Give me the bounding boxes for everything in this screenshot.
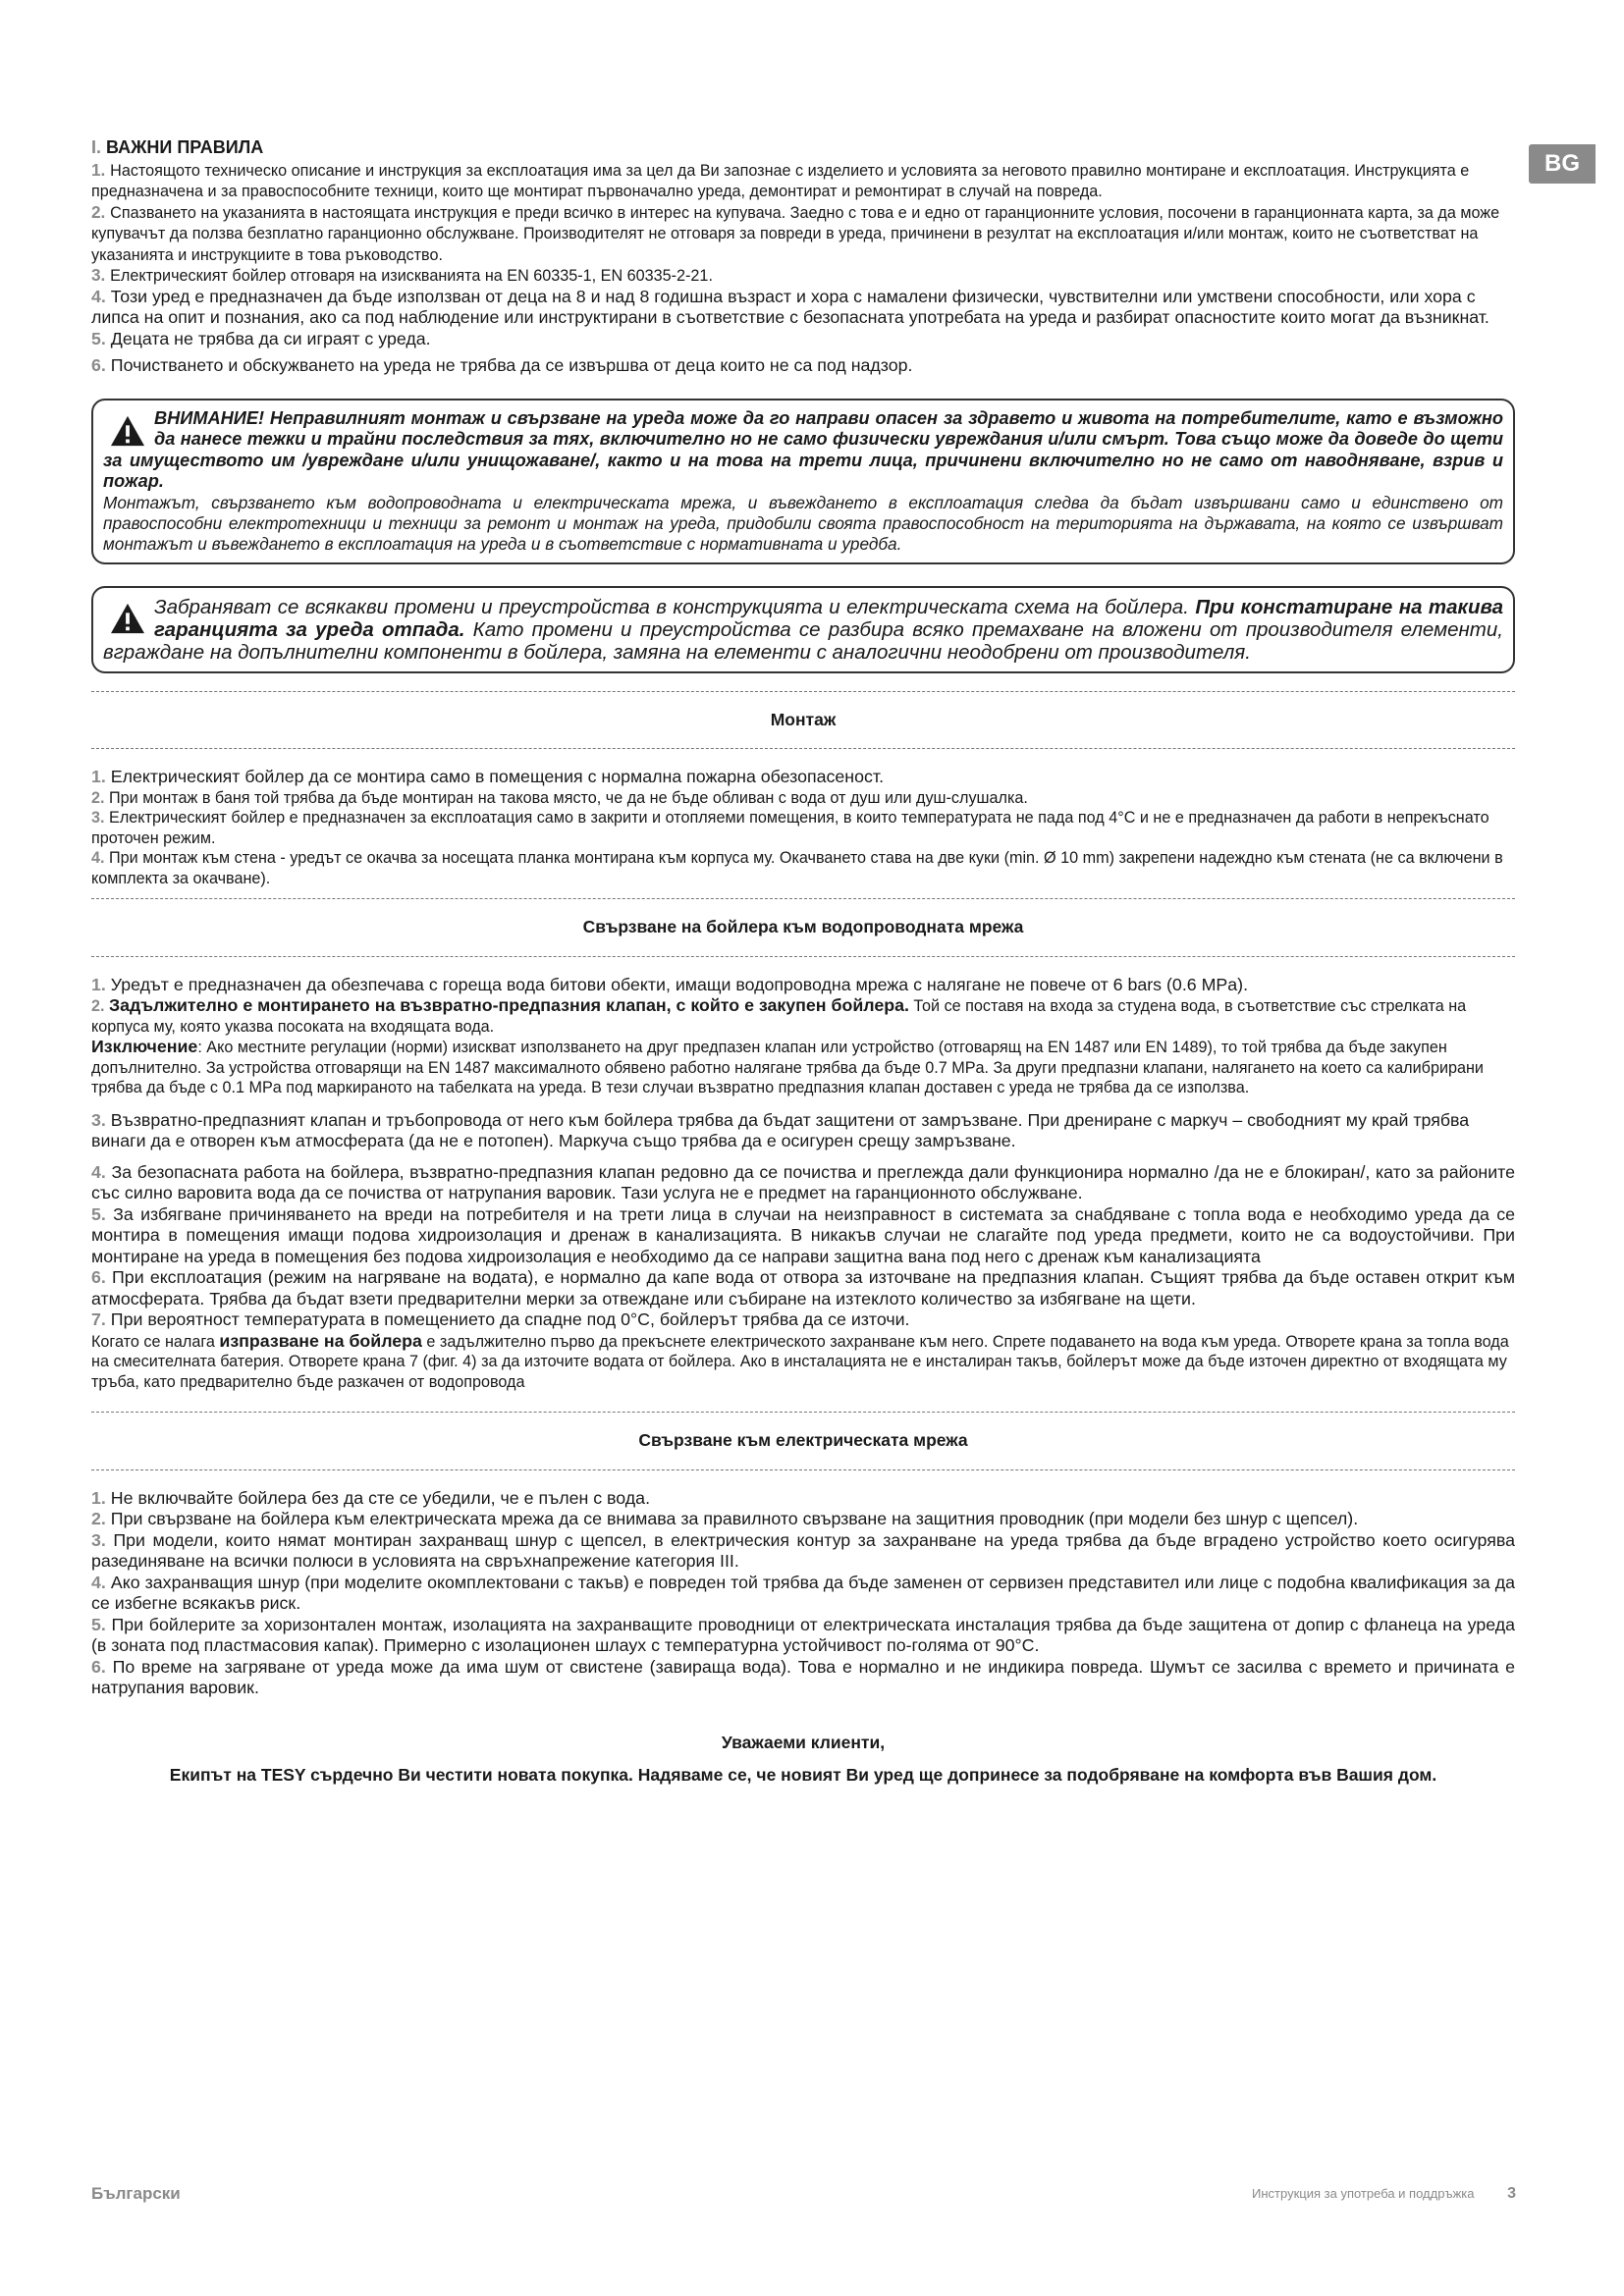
- item-text: За избягване причиняването на вреди на потребителя и на трети лица в случаи на неизправност в системата за снабдяване с топла вода е необходимо уреда да се монтира в помещения имащи подова хидроизолация и дренаж в канализацията. В никакъв случаи не слагайте под уреда предмети, които не са водоустойчиви. При монтиране на уреда в помещения без подова хидроизолация е необходимо да се направи защитна вана под него с дренаж към канализацията: [91, 1203, 1515, 1266]
- item-text: Почистването и обскужването на уреда не трябва да се извършва от деца които не са под надзор.: [110, 355, 913, 375]
- item-number: 7.: [91, 1309, 106, 1329]
- list-item: [91, 1162, 1515, 1204]
- item-number: 6.: [91, 1267, 106, 1287]
- item-number: 2.: [91, 1509, 106, 1528]
- item-text: Спазването на указанията в настоящата инструкция е преди всичко в интерес на купувача. Заедно с това е и едно от гаранционните условия, посочени в гаранционната карта, за да може купувачът да ползва безплатно гаранционно обслужване. Производителят не отговаря за повреди в уреда, причинени в резултат на експлоатация и/или монтаж, които не съответстват на указанията и инструкциите в това ръководство.: [91, 203, 1500, 264]
- item-text: При монтаж към стена - уредът се окачва за носещата планка монтирана към корпуса му. Окачването става на две куки (min. Ø 10 mm) закрепени надеждно към стената (не са включени в комплекта за окачване).: [91, 849, 1503, 887]
- list-item: [91, 1615, 1515, 1657]
- list-item: [91, 1267, 1515, 1309]
- item-number: 3.: [91, 809, 105, 827]
- item-text: При експлоатация (режим на нагряване на водата), е нормално да капе вода от отвора за източване на предпазния клапан. Същият трябва да бъде оставен открит към атмосферата. Трябва да бъдат взети предварителни мерки за отвеждане или събиране на изтеклото количество за избягване на щети.: [91, 1267, 1515, 1308]
- item-number: 5.: [91, 1203, 106, 1224]
- item-text: Настоящото техническо описание и инструкция за експлоатация има за цел да Ви запознае с изделието и условията за неговото правилно монтиране и експлоатация. Инструкцията е предназначена и за правоспособните техници, които ще монтират първоначално уреда, демонтират и ремонтират в случай на повреда.: [91, 161, 1470, 200]
- item-text: При модели, които нямат монтиран захранващ шнур с щепсел, в електрическия контур за захранване на уреда трябва да бъде вградено устройство което осигурява разединяване на всички полюси в условията на свръхнапрежение категория III.: [91, 1529, 1515, 1571]
- item-text: Електрическият бойлер отговаря на изискванията на EN 60335-1, EN 60335-2-21.: [110, 267, 713, 285]
- item-text: Децата не трябва да си играят с уреда.: [110, 328, 431, 348]
- list-item: [91, 848, 1515, 888]
- drain-bold-text: изпразване на бойлера: [219, 1330, 422, 1351]
- item-number: 2.: [91, 788, 105, 807]
- closing-title: Уважаеми клиенти,: [721, 1732, 886, 1752]
- list-item: [91, 1530, 1515, 1573]
- exception-label: Изключение: [91, 1037, 198, 1056]
- item-number: 4.: [91, 1572, 106, 1592]
- warning-box-modifications: [91, 586, 1515, 673]
- subsection-heading-water: Свързване на бойлера към водопроводната мрежа: [582, 917, 1024, 936]
- language-tab: BG: [1529, 144, 1596, 184]
- page-number: 3: [1507, 2185, 1516, 2202]
- item-text: Ако захранващия шнур (при моделите окомплектовани с такъв) е повреден той трябва да бъде заменен от сервизен представител или лице с подобна квалификация за да се избегне всякакъв риск.: [91, 1572, 1515, 1613]
- item-number: 1.: [91, 1487, 106, 1508]
- exception-note: [91, 1037, 1515, 1098]
- item-text: Възвратно-предпазният клапан и тръбопровода от него към бойлера трябва да бъдат защитени от замръзване. При дрениране с маркуч – свободният му край трябва винаги да е отворен към атмосферата (да не е потопен). Маркуча също трябва да е осигурен срещу замръзване.: [91, 1109, 1470, 1150]
- section-number: I.: [91, 137, 102, 157]
- item-text: Той се поставя на входа за студена вода, в съответствие със стрелката на корпуса му, която указва посоката на входящата вода.: [91, 997, 1467, 1036]
- list-item: [91, 329, 1515, 350]
- drain-note: [91, 1331, 1515, 1393]
- item-text: При монтаж в баня той трябва да бъде монтиран на такова място, че да не бъде обливан с вода от душ или душ-слушалка.: [109, 788, 1028, 807]
- item-number: 4.: [91, 286, 106, 306]
- footer-language: Български: [91, 2184, 181, 2203]
- item-number: 4.: [91, 1161, 106, 1182]
- item-number: 2.: [91, 997, 105, 1015]
- item-number: 5.: [91, 328, 106, 348]
- list-item: [91, 1309, 1515, 1331]
- item-text: При вероятност температурата в помещението да спадне под 0°C, бойлерът трябва да се източи.: [110, 1309, 910, 1329]
- list-item: [91, 975, 1515, 996]
- drain-text: е задължително първо да прекъснете електрическото захранване към него. Спрете подаването на вода към уреда. Отворете крана за топла вода на смесителната батерия. Отворете крана 7 (фиг. 4) за да източите водата от бойлера. Ако в инсталацията не е инсталиран такъв, бойлерът може да бъде източен директно от входящата му тръба, като предварително бъде разкачен от водопровода: [91, 1332, 1509, 1391]
- section-title-text: ВАЖНИ ПРАВИЛА: [106, 137, 264, 157]
- warning-bold-text: При констатиране на такива гаранцията за уреда отпада.: [154, 595, 1503, 641]
- subsection-heading-electric: Свързване към електрическата мрежа: [638, 1430, 968, 1450]
- warning-bold-text: ВНИМАНИЕ! Неправилният монтаж и свързване на уреда може да го направи опасен за здравето и живота на потребителите, като е възможно да нанесе тежки и трайни последствия за тях, включително но не само физически увреждания и/или смърт. Това също може да доведе до щети за имуществото им /увреждане и/или унищожаване/, както и на това на трети лица, причинени включително но не само от наводняване, взрив и пожар.: [103, 407, 1503, 491]
- list-item: [91, 767, 1515, 788]
- item-number: 4.: [91, 849, 105, 867]
- list-item: [91, 1657, 1515, 1699]
- warning-text: Като промени и преустройства се разбира всяко премахване на вложени от производителя елементи, вграждане на допълнителни компоненти в бойлера, замяна на елементи с аналогични неодобрени от производителя.: [103, 617, 1503, 664]
- item-number: 1.: [91, 974, 106, 994]
- warning-icon: [109, 602, 146, 635]
- closing-text: Екипът на TESY сърдечно Ви честити новата покупка. Надяваме се, че новият Ви уред ще допринесе за подобряване на комфорта във Вашия дом.: [169, 1765, 1437, 1785]
- item-number: 3.: [91, 1109, 106, 1130]
- item-text: За безопасната работа на бойлера, възвратно-предпазния клапан редовно да се почиства и преглежда дали функционира нормално /да не е блокиран/, като за районите със силно варовита вода да се почиства от натрупания варовик. Тази услуга не е предмет на гаранционното обслужване.: [91, 1161, 1515, 1202]
- item-number: 6.: [91, 355, 106, 375]
- item-number: 5.: [91, 1614, 106, 1634]
- list-item: [91, 808, 1515, 848]
- warning-icon: [109, 414, 146, 448]
- subsection-heading-montage: Монтаж: [770, 709, 837, 729]
- list-item: [91, 287, 1515, 329]
- item-text: При свързване на бойлера към електрическата мрежа да се внимава за правилното свързване на защитния проводник (при модели без шнур с щепсел).: [110, 1509, 1359, 1528]
- water-list: [91, 957, 1515, 1399]
- list-item: [91, 160, 1515, 202]
- warning-text: Монтажът, свързването към водопроводната и електрическата мрежа, и въвеждането в експлоатация следва да бъдат извършвани само и единствено от правоспособни електротехници и техници за ремонт и монтаж на уреда, придобили своята правоспособност на територията на държавата, на която се извършват монтажът и въвеждането в експлоатация на уреда и в съответствие с нормативната и уредба.: [103, 492, 1503, 554]
- item-bold-text: Задължително е монтирането на възвратно-предпазния клапан, с който е закупен бойлера.: [109, 995, 909, 1015]
- item-text: При бойлерите за хоризонтален монтаж, изолацията на захранващите проводници от електрическата инсталация трябва да бъде защитена от допир с фланеца на уреда (в зоната под пластмасовия капак). Примерно с изолационен шлаух с температурна устойчивост по-голяма от 90°C.: [91, 1614, 1515, 1655]
- footer-info: [1252, 2185, 1516, 2203]
- item-text: Уредът е предназначен да обезпечава с гореща вода битови обекти, имащи водопроводна мрежа с налягане не повече от 6 bars (0.6 MPa).: [110, 974, 1249, 994]
- item-text: Този уред е предназначен да бъде използван от деца на 8 и над 8 годишна възраст и хора с намалени физически, чувствителни или умствени способности, или хора с липса на опит и познания, ако са под наблюдение или инструктирани в съответствие с безопасната употребата на уреда и разбират опасностите които могат да възникнат.: [91, 286, 1489, 327]
- warning-text: Забраняват се всякакви промени и преустройства в конструкцията и електрическата схема на бойлера.: [154, 595, 1189, 618]
- drain-text: Когато се налага: [91, 1332, 220, 1351]
- item-text: Електрическият бойлер да се монтира само в помещения с нормална пожарна обезопасеност.: [110, 767, 885, 786]
- item-number: 3.: [91, 265, 106, 285]
- list-item: [91, 265, 1515, 287]
- item-number: 1.: [91, 159, 106, 180]
- electric-list: [91, 1470, 1515, 1705]
- item-text: По време на загряване от уреда може да има шум от свистене (завираща вода). Това е нормално и не индикира повреда. Шумът се засилва с времето и причината е натрупания варовик.: [91, 1656, 1515, 1697]
- list-item: [91, 1509, 1515, 1530]
- list-item: [91, 202, 1515, 266]
- item-number: 3.: [91, 1529, 106, 1550]
- list-item: [91, 1204, 1515, 1268]
- section-title: [91, 137, 1515, 159]
- item-text: Електрическият бойлер е предназначен за експлоатация само в закрити и отопляеми помещения, в които температурата не пада под 4°C и не е предназначен да работи в непрекъснато проточен режим.: [91, 809, 1489, 847]
- footer-doc-title: Инструкция за употреба и поддръжка: [1252, 2186, 1475, 2201]
- warning-box-installation: [91, 399, 1515, 564]
- list-item: [91, 355, 1515, 377]
- exception-text: : Ако местните регулации (норми) изискват използването на друг предпазен клапан или устройство (отговарящ на EN 1487 или EN 1489), то той трябва да бъде закупен допълнително. За устройства отговарящи на EN 1487 максималното обявено работно налягане трябва да бъде 0.7 MPa. За други предпазни клапани, налягането на което са калибрирани трябва да бъде с 0.1 MPa под маркираното на табелката на уреда. В тези случаи възвратно предпазния клапан доставен с уреда не трябва да се използва.: [91, 1039, 1484, 1096]
- list-item: [91, 995, 1515, 1037]
- list-item: [91, 1488, 1515, 1510]
- item-number: 2.: [91, 201, 106, 222]
- montage-list: [91, 749, 1515, 894]
- item-number: 6.: [91, 1656, 106, 1677]
- list-item: [91, 788, 1515, 809]
- document-body: [91, 137, 1515, 1787]
- item-number: 1.: [91, 767, 106, 786]
- item-text: Не включвайте бойлера без да сте се убедили, че е пълен с вода.: [110, 1487, 651, 1508]
- list-item: [91, 1573, 1515, 1615]
- list-item: [91, 1110, 1515, 1152]
